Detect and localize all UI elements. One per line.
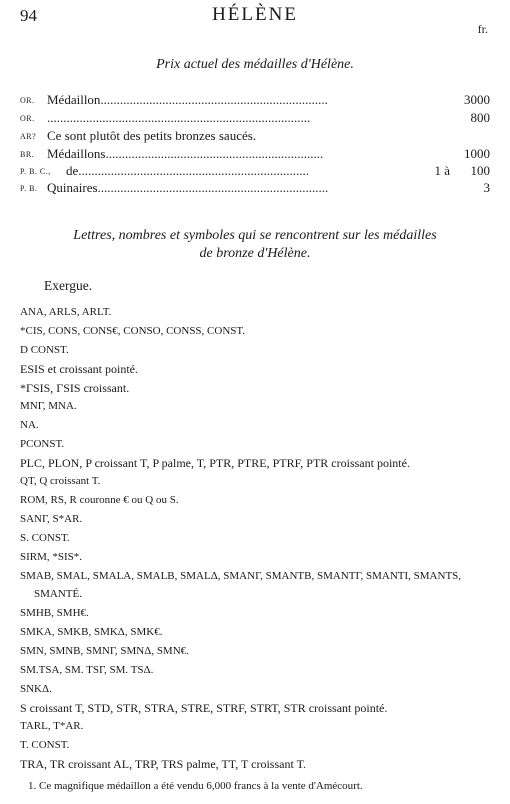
- price-description: Médaillons...................................................................: [47, 146, 324, 161]
- exergue-line: ESIS et croissant pointé.: [20, 362, 138, 376]
- exergue-line: ANA, ARLS, ARLT.: [20, 306, 112, 318]
- price-description: Quinaires.......................................................................: [47, 180, 329, 195]
- exergue-line: SMHB, SMH€.: [20, 607, 89, 619]
- price-row: [20, 163, 490, 181]
- exergue-line: PLC, PLON, P croissant T, P palme, T, PTR, PTRE, PTRF, PTR croissant pointé.: [20, 456, 410, 470]
- price-row: [20, 110, 490, 128]
- metal-label: OR.: [20, 96, 35, 105]
- exergue-line: SM.TSA, SM. TSΓ, SM. TSΔ.: [20, 664, 154, 676]
- section-title-symbols-line1: Lettres, nombres et symboles qui se rencontrent sur les médailles: [73, 228, 437, 243]
- price-description: Médaillon......................................................................: [47, 92, 328, 107]
- exergue-line: QT, Q croissant T.: [20, 475, 101, 487]
- footnote: 1. Ce magnifique médaillon a été vendu 6,000 francs à la vente d'Amécourt.: [28, 780, 363, 792]
- exergue-line: ROM, RS, R couronne € ou Q ou S.: [20, 494, 179, 506]
- exergue-line: *CIS, CONS, CONS€, CONSO, CONSS, CONST.: [20, 325, 246, 337]
- exergue-line: PCONST.: [20, 438, 65, 450]
- price-value: 3: [483, 180, 490, 195]
- exergue-line: SMAB, SMAL, SMALA, SMALB, SMALΔ, SMANΓ, SMANTB, SMANTΓ, SMANTI, SMANTS,: [20, 570, 462, 582]
- exergue-line: SMANTÉ.: [34, 588, 82, 600]
- exergue-label: Exergue.: [44, 278, 93, 293]
- exergue-line: NA.: [20, 419, 39, 431]
- exergue-line: TRA, TR croissant AL, TRP, TRS palme, TT, T croissant T.: [20, 757, 307, 771]
- exergue-line: SNKΔ.: [20, 683, 52, 695]
- exergue-line: SANΓ, S*AR.: [20, 513, 83, 525]
- price-description: .................................................................................: [47, 110, 311, 125]
- metal-label: BR.: [20, 150, 35, 159]
- metal-label: OR.: [20, 114, 35, 123]
- price-value: 100: [470, 163, 490, 178]
- price-description: Ce sont plutôt des petits bronzes saucés.: [47, 128, 257, 143]
- price-row: [20, 128, 490, 146]
- exergue-line: TARL, T*AR.: [20, 720, 84, 732]
- price-row: [20, 146, 490, 164]
- exergue-line: SIRM, *SIS*.: [20, 551, 83, 563]
- exergue-line: MNΓ, MNA.: [20, 400, 77, 412]
- price-description: de.......................................................................: [66, 163, 310, 178]
- exergue-line: SMKA, SMKB, SMKΔ, SMK€.: [20, 626, 163, 638]
- price-range: 1 à: [434, 163, 450, 178]
- currency-abbrev: fr.: [477, 22, 488, 36]
- price-value: 1000: [464, 146, 490, 161]
- price-value: 3000: [464, 92, 490, 107]
- exergue-line: SMN, SMNB, SMNΓ, SMNΔ, SMN€.: [20, 645, 189, 657]
- exergue-line: S. CONST.: [20, 532, 70, 544]
- metal-label: P. B.: [20, 184, 38, 193]
- metal-label: AR?: [20, 132, 37, 141]
- price-value: 800: [470, 110, 490, 125]
- page-number: 94: [20, 6, 37, 25]
- running-title: HÉLÈNE: [212, 4, 298, 25]
- price-row: [20, 92, 490, 110]
- exergue-line: D CONST.: [20, 344, 69, 356]
- section-title-symbols-line2: de bronze d'Hélène.: [199, 246, 311, 261]
- exergue-line: T. CONST.: [20, 739, 70, 751]
- price-row: [20, 180, 490, 198]
- metal-label: P. B. C.,: [20, 167, 51, 176]
- section-title-prices: Prix actuel des médailles d'Hélène.: [156, 57, 354, 72]
- exergue-line: S croissant T, STD, STR, STRA, STRE, STRF, STRT, STR croissant pointé.: [20, 701, 388, 715]
- exergue-line: *ΓSIS, ΓSIS croissant.: [20, 381, 130, 395]
